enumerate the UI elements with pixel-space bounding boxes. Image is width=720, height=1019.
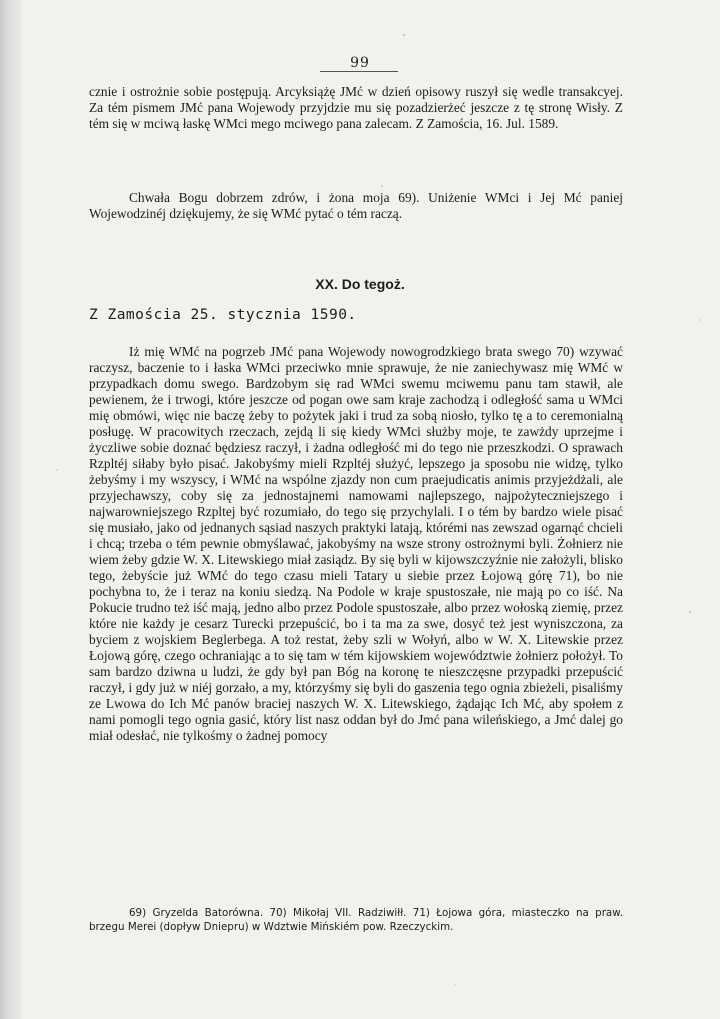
previous-letter-closing — [89, 84, 623, 132]
page-number-rule — [320, 71, 398, 72]
scan-binding-shadow — [0, 0, 22, 1019]
footnotes-text: 69) Gryzelda Batorówna. 70) Mikołaj VII. Radziwiłł. 71) Łojowa góra, miasteczko na praw. brzegu Merei (dopływ Dniepru) w Wdztwie Mińskiém pow. Rzeczyckim. — [89, 907, 623, 933]
previous-letter-closing-text: cznie i ostrożnie sobie postępują. Arcyksiążę JMć w dzień opisowy ruszył się wedle transakcyej. Za tém pismem JMć pana Wojewody przyjdzie mu się pozadzierżeć jeszcze z tę stronę Wisły. Z tém się w mciwą łaskę WMci mego mciwego pana zalecam. Z Zamościa, 16. Jul. 1589. — [89, 84, 623, 131]
letter-heading: XX. Do tegoż. — [315, 276, 405, 292]
letter-place-date: Z Zamościa 25. stycznia 1590. — [89, 307, 357, 323]
previous-letter-postscript — [89, 190, 623, 222]
page-number: 99 — [350, 55, 370, 71]
footnotes — [89, 906, 623, 934]
letter-body-text: Iż mię WMć na pogrzeb JMć pana Wojewody nowogrodzkiego brata swego 70) wzywać raczysz, baczenie to i łaska WMci przeciwko mnie sprawuje, że nie zaniechywasz mię WMć w przypadkach domu swego. Bardzobym się rad WMci swemu mciwemu panu tam stawił, ale pewienem, że i trwogi, które jeszcze od pogan owe sam kraje zachodzą i odległość sama u WMci mię obmówi, więc nie baczę żeby to pożytek jaki i trud za sobą niosło, tylko tę a to ceremonialną posługę. W pracowitych rzeczach, zejdą li się kiedy WMci służby moje, te zawżdy uprzejme i życzliwe sobie doznać będziesz raczył, i żadna odległość mi do tego nie przeszkodzi. O sprawach Rzpltéj siłaby było pisać. Jakobyśmy mieli Rzpltéj służyć, lepszego ja sposobu nie widzę, tylko żebyśmy i my wszyscy, i WMć na wspólne zjazdy non cum praejudicatis animis przyjeżdżali, ale przyjechawszy, coby się za jednostajnemi namowami najlepszego, najpożyteczniejszego i najwarowniejszego Rzpltej być rozumiało, do tego się przychylali. I o tém by bardzo wiele pisać się musiało, jako od jednanych sąsiad naszych praktyki latają, którémi nas zewszad ogarnąć chcieli i chcą; trzeba o tém pewnie obmyślawać, jakobyśmy na wsze strony ostrożnymi byli. Żołnierz nie wiem żeby gdzie W. X. Litewskiego miał zasiądz. By się byli w kijowszczyźnie nie założyli, blisko tego, żebyście już WMć do tego czasu mieli Tatary u siebie przez Łojową górę 71), bo nie pochybna to, że i teraz na koniu siedzą. Na Podole w kraje spustoszałe, nie mają po co iść. Na Pokucie trudno też iść mają, jedno albo przez Podole spustoszałe, albo przez wołoską ziemię, przez które nie każdy je cesarz Turecki przepuścić, bo i ta ma za swe, dosyć też jest wyniszczona, za byciem z wojskiem Beglerbega. A toż restat, żeby szli w Wołyń, albo w W. X. Litewskie przez Łojową górę, czego ochraniając a to się tam w tém kijowskiem województwie żołnierz położył. To sam bardzo dziwna u ludzi, że gdy był pan Bóg na koronę te nieszczęsne przypadki przepuścić raczył, i gdy już w niéj gorzało, a my, którzyśmy się byli do gaszenia tego ognia zbieżeli, pisaliśmy ze Lwowa do Ich Mć panów braciej naszych W. X. Litewskiego, żądając Ich Mć, aby społem z nami pomogli tego ognia gasić, który list nasz oddan był do Jmć pana wileńskiego, a Jmć dalej go miał odesłać, nie tylkośmy o żadnej pomocy — [89, 344, 623, 743]
postscript-text: Chwała Bogu dobrzem zdrów, i żona moja 69). Uniżenie WMci i Jej Mć paniej Wojewodzinéj dziękujemy, że się WMć pytać o tém raczą. — [89, 190, 623, 221]
letter-body — [89, 344, 623, 744]
